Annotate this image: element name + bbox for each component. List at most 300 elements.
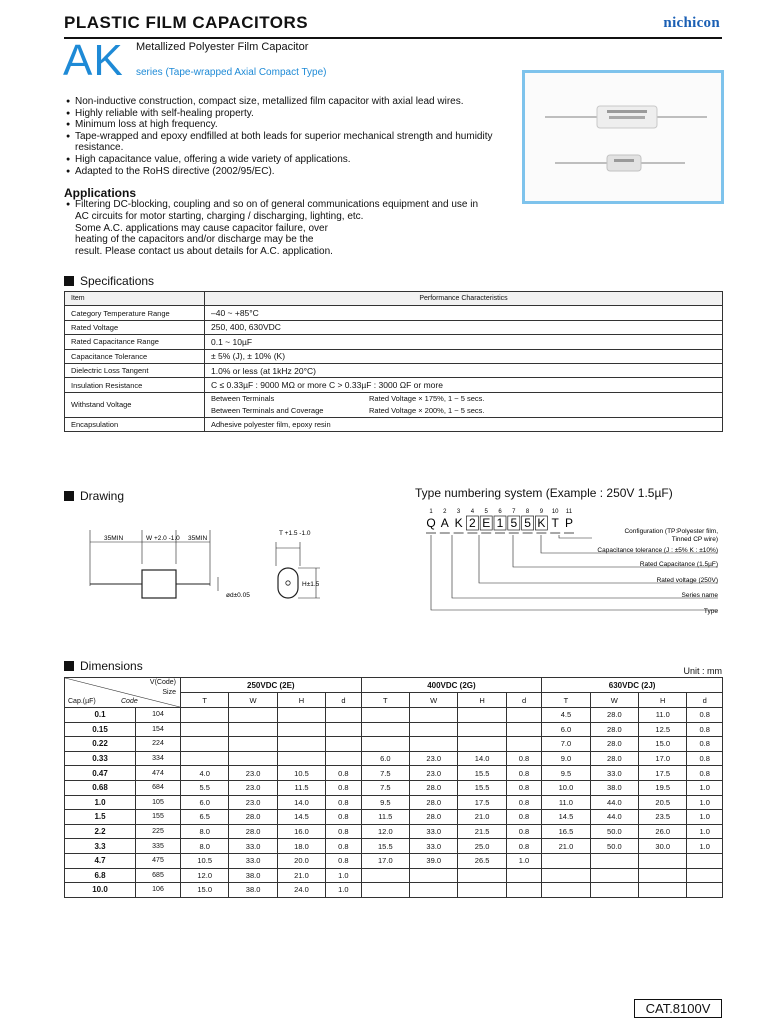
dim-cell	[326, 737, 361, 752]
dim-cell	[458, 737, 506, 752]
dim-cell	[361, 737, 409, 752]
dim-cell	[639, 868, 687, 883]
table-row	[65, 853, 723, 868]
code-label: Code	[121, 698, 138, 705]
applications-line: result. Please contact us about details for A.C. application.	[75, 246, 333, 258]
dim-cell	[506, 883, 541, 898]
dim-cell: 17.5	[639, 766, 687, 781]
cap-code: 474	[136, 766, 181, 781]
tn-label-type: Type	[703, 608, 718, 615]
subcol-header: d	[506, 693, 541, 708]
cap-value: 1.5	[65, 810, 136, 825]
tn-position-number: 3	[456, 509, 461, 515]
dim-cell: 23.0	[229, 795, 277, 810]
dim-cell	[277, 751, 325, 766]
dim-cell: 33.0	[229, 839, 277, 854]
dim-lead-diameter: ød±0.05	[226, 592, 250, 599]
dim-cell: 33.0	[410, 824, 458, 839]
spec-item: Rated Capacitance Range	[65, 335, 205, 349]
table-row	[65, 320, 723, 334]
dim-cell: 12.0	[361, 824, 409, 839]
dim-cell: 26.5	[458, 853, 506, 868]
dim-cell: 39.0	[410, 853, 458, 868]
dim-cell: 50.0	[590, 839, 638, 854]
dim-cell	[229, 737, 277, 752]
capacitor-photo-icon	[525, 73, 721, 201]
dim-cell: 8.0	[181, 839, 229, 854]
dim-cell: 17.5	[458, 795, 506, 810]
dim-cell: 28.0	[590, 708, 638, 723]
dim-cell: 17.0	[639, 751, 687, 766]
cap-value: 0.47	[65, 766, 136, 781]
withstand-value: Rated Voltage × 200%, 1 ~ 5 secs.	[369, 405, 485, 415]
tn-position-number: 5	[484, 509, 488, 515]
dim-cell: 12.0	[181, 868, 229, 883]
dim-cell: 28.0	[229, 810, 277, 825]
dim-cell: 11.5	[277, 780, 325, 795]
subcol-header: T	[361, 693, 409, 708]
table-row	[65, 722, 723, 737]
dim-cell: 23.0	[410, 751, 458, 766]
table-header-row	[65, 292, 723, 306]
capacitor-drawing	[80, 522, 340, 612]
table-row	[65, 780, 723, 795]
dim-cell: 4.5	[542, 708, 590, 723]
series-type: series (Tape-wrapped Axial Compact Type)	[136, 67, 327, 78]
dim-cell: 24.0	[277, 883, 325, 898]
dim-cell	[410, 737, 458, 752]
dim-cell: 7.5	[361, 766, 409, 781]
table-row	[65, 378, 723, 392]
spec-item: Withstand Voltage	[65, 392, 205, 417]
brand-logo: nichicon	[663, 15, 720, 31]
dim-cell: 15.0	[639, 737, 687, 752]
voltage-630: 630VDC (2J)	[542, 678, 723, 693]
dim-cell: 23.0	[410, 766, 458, 781]
tn-char: 2	[469, 516, 476, 530]
tn-char: 5	[524, 516, 531, 530]
dim-cell: 10.5	[181, 853, 229, 868]
tn-char: T	[551, 516, 559, 530]
subcol-header: W	[229, 693, 277, 708]
dim-cell: 38.0	[590, 780, 638, 795]
feature-item: ● High capacitance value, offering a wide variety of applications.	[66, 154, 506, 166]
voltage-400: 400VDC (2G)	[361, 678, 542, 693]
dim-cell: 16.0	[277, 824, 325, 839]
dim-cell: 21.0	[458, 810, 506, 825]
applications-line: Filtering DC-blocking, coupling and so on of general communications equipment and use in	[75, 199, 479, 210]
dim-cell: 14.5	[277, 810, 325, 825]
dim-thickness: T +1.5 -1.0	[279, 530, 311, 537]
cap-value: 0.22	[65, 737, 136, 752]
dim-cell	[410, 722, 458, 737]
spec-value: 1.0% or less (at 1kHz 20°C)	[205, 363, 723, 377]
cap-value: 1.0	[65, 795, 136, 810]
dim-cell	[687, 868, 723, 883]
withstand-value: Rated Voltage × 175%, 1 ~ 5 secs.	[369, 393, 485, 403]
applications-line: Some A.C. applications may cause capacitor failure, over	[75, 222, 328, 234]
dim-cell	[361, 883, 409, 898]
dim-cell: 23.0	[229, 766, 277, 781]
dim-cell: 0.8	[506, 839, 541, 854]
cap-code: 106	[136, 883, 181, 898]
dim-cell	[639, 853, 687, 868]
table-row	[65, 335, 723, 349]
dim-cell	[506, 868, 541, 883]
dim-cell: 6.5	[181, 810, 229, 825]
dim-cell: 30.0	[639, 839, 687, 854]
cap-code: 155	[136, 810, 181, 825]
tn-char: E	[482, 516, 491, 530]
applications-line: AC circuits for motor starting, charging / discharging, lighting, etc.	[75, 210, 364, 222]
tn-position-number: 1	[429, 509, 433, 515]
feature-item: ● Adapted to the RoHS directive (2002/95/EC).	[66, 166, 506, 178]
feature-item: ● Non-inductive construction, compact size, metallized film capacitor with axial lead wires.	[66, 96, 506, 108]
product-photo	[522, 70, 724, 204]
spec-value: –40 ~ +85°C	[205, 306, 723, 320]
cap-code: 105	[136, 795, 181, 810]
dim-cell: 6.0	[361, 751, 409, 766]
cap-value: 0.15	[65, 722, 136, 737]
square-bullet-icon	[64, 491, 74, 501]
dim-cell	[458, 883, 506, 898]
dim-cell: 25.0	[458, 839, 506, 854]
tn-char: K	[537, 516, 546, 530]
dim-cell: 28.0	[590, 751, 638, 766]
dim-cell	[458, 708, 506, 723]
dim-lead-right: 35MIN	[188, 535, 208, 542]
dim-cell: 11.5	[361, 810, 409, 825]
dim-cell: 8.0	[181, 824, 229, 839]
tn-position-number: 7	[512, 509, 516, 515]
dim-cell	[181, 708, 229, 723]
drawing-heading-text: Drawing	[80, 489, 125, 503]
dim-cell: 0.8	[687, 722, 723, 737]
dim-cell	[229, 722, 277, 737]
feature-item: ● Tape-wrapped and epoxy endfilled at both leads for superior mechanical strength and humidity resistance.	[66, 131, 506, 154]
dim-cell: 23.0	[229, 780, 277, 795]
cap-code: 335	[136, 839, 181, 854]
dim-cell: 28.0	[229, 824, 277, 839]
cap-code: 334	[136, 751, 181, 766]
dim-cell: 50.0	[590, 824, 638, 839]
tn-position-number: 10	[551, 509, 559, 515]
dim-cell: 44.0	[590, 795, 638, 810]
dim-cell: 14.5	[542, 810, 590, 825]
table-row	[65, 349, 723, 363]
dim-cell: 19.5	[639, 780, 687, 795]
tn-label-voltage: Rated voltage (250V)	[656, 577, 718, 584]
dim-cell	[361, 868, 409, 883]
dim-cell: 38.0	[229, 868, 277, 883]
tn-char: P	[564, 516, 574, 530]
dim-cell: 11.0	[639, 708, 687, 723]
spec-item: Category Temperature Range	[65, 306, 205, 320]
dim-cell	[506, 737, 541, 752]
spec-item: Capacitance Tolerance	[65, 349, 205, 363]
dim-cell	[590, 883, 638, 898]
dim-cell: 9.5	[542, 766, 590, 781]
specifications-table	[64, 291, 723, 432]
dim-cell: 0.8	[506, 824, 541, 839]
tn-char: 5	[510, 516, 518, 530]
dim-cell: 1.0	[687, 824, 723, 839]
table-row	[65, 824, 723, 839]
dim-cell: 0.8	[687, 751, 723, 766]
dim-cell: 20.0	[277, 853, 325, 868]
dim-cell: 0.8	[506, 795, 541, 810]
dim-cell: 18.0	[277, 839, 325, 854]
table-row	[65, 868, 723, 883]
spec-item: Insulation Resistance	[65, 378, 205, 392]
dim-cell	[542, 853, 590, 868]
dim-cell	[361, 722, 409, 737]
dim-cell	[410, 868, 458, 883]
dim-cell: 14.0	[458, 751, 506, 766]
dim-cell: 5.5	[181, 780, 229, 795]
dim-cell: 0.8	[506, 810, 541, 825]
col-item: Item	[65, 292, 205, 306]
spec-item: Dielectric Loss Tangent	[65, 363, 205, 377]
dim-cell	[326, 722, 361, 737]
tn-position-number: 6	[498, 509, 502, 515]
cap-code: 684	[136, 780, 181, 795]
dim-cell	[458, 722, 506, 737]
tn-char: A	[440, 516, 449, 530]
applications-text	[66, 199, 512, 258]
dim-cell: 0.8	[326, 780, 361, 795]
square-bullet-icon	[64, 276, 74, 286]
cap-value: 2.2	[65, 824, 136, 839]
dim-cell: 1.0	[687, 839, 723, 854]
table-header-row	[65, 678, 723, 693]
dim-cell	[410, 708, 458, 723]
dim-cell: 28.0	[410, 795, 458, 810]
dim-cell	[590, 853, 638, 868]
dim-cell: 28.0	[590, 722, 638, 737]
corner-header	[65, 678, 181, 708]
dim-cell: 6.0	[542, 722, 590, 737]
tn-position-number: 4	[470, 509, 475, 515]
tn-label-capacitance: Rated Capacitance (1.5µF)	[639, 561, 718, 568]
dim-cell: 28.0	[410, 780, 458, 795]
specifications-heading	[64, 274, 154, 288]
dim-cell	[687, 853, 723, 868]
dim-cell: 10.0	[542, 780, 590, 795]
cap-code: 685	[136, 868, 181, 883]
tn-char: K	[454, 516, 463, 530]
spec-value: C ≤ 0.33µF : 9000 MΩ or more C > 0.33µF : 3000 ΩF or more	[205, 378, 723, 392]
spec-value	[205, 392, 723, 417]
tn-label-configuration-2: Tinned CP wire)	[671, 536, 718, 543]
spec-value: 250, 400, 630VDC	[205, 320, 723, 334]
tn-label-tolerance: Capacitance tolerance (J : ±5% K : ±10%)	[597, 547, 718, 554]
dim-height: H±1.5	[302, 581, 320, 588]
cap-code: 104	[136, 708, 181, 723]
dim-cell: 4.0	[181, 766, 229, 781]
vcode-label: V(Code)	[149, 679, 176, 686]
subcol-header: W	[590, 693, 638, 708]
unit-label: Unit : mm	[683, 666, 722, 676]
dim-cell: 0.8	[326, 810, 361, 825]
dimensions-heading	[64, 659, 143, 673]
dim-cell: 0.8	[687, 766, 723, 781]
dim-cell: 15.5	[458, 766, 506, 781]
dim-cell: 21.0	[277, 868, 325, 883]
type-numbering-title: Type numbering system (Example : 250V 1.5µF)	[415, 486, 673, 500]
dim-cell	[181, 737, 229, 752]
dim-cell	[181, 722, 229, 737]
dim-cell: 7.5	[361, 780, 409, 795]
dim-cell: 26.0	[639, 824, 687, 839]
dim-cell: 1.0	[506, 853, 541, 868]
table-row	[65, 708, 723, 723]
cap-code: 154	[136, 722, 181, 737]
square-bullet-icon	[64, 661, 74, 671]
spec-item: Rated Voltage	[65, 320, 205, 334]
dim-cell: 20.5	[639, 795, 687, 810]
cap-code: 475	[136, 853, 181, 868]
cap-code: 224	[136, 737, 181, 752]
dim-cell	[506, 708, 541, 723]
applications-line: heating of the capacitors and/or discharge may be the	[75, 234, 314, 246]
tn-label-configuration: Configuration (TP:Polyester film,	[624, 528, 718, 535]
spec-value: ± 5% (J), ± 10% (K)	[205, 349, 723, 363]
dim-cell: 0.8	[326, 839, 361, 854]
tn-label-series: Series name	[681, 592, 718, 599]
table-row	[65, 795, 723, 810]
dim-cell: 1.0	[687, 795, 723, 810]
dim-cell: 15.5	[458, 780, 506, 795]
cap-value: 4.7	[65, 853, 136, 868]
tn-char: Q	[426, 516, 436, 530]
dim-cell: 0.8	[506, 751, 541, 766]
dim-cell: 9.5	[361, 795, 409, 810]
dim-cell	[639, 883, 687, 898]
table-row	[65, 751, 723, 766]
dimensions-heading-text: Dimensions	[80, 659, 143, 673]
table-row	[65, 883, 723, 898]
bullet-icon: ●	[66, 201, 71, 208]
table-row	[65, 766, 723, 781]
cap-value: 0.33	[65, 751, 136, 766]
dim-cell: 9.0	[542, 751, 590, 766]
dimensions-table	[64, 677, 723, 898]
dim-cell: 16.5	[542, 824, 590, 839]
dim-cell: 0.8	[326, 824, 361, 839]
dim-cell: 14.0	[277, 795, 325, 810]
subcol-header: d	[687, 693, 723, 708]
cap-value: 10.0	[65, 883, 136, 898]
cap-label: Cap.(µF)	[68, 698, 96, 705]
dim-cell: 28.0	[410, 810, 458, 825]
subcol-header: T	[181, 693, 229, 708]
dim-cell: 0.8	[687, 708, 723, 723]
dim-cell	[687, 883, 723, 898]
dim-cell	[277, 722, 325, 737]
dim-cell: 0.8	[326, 853, 361, 868]
dim-cell: 11.0	[542, 795, 590, 810]
dim-cell	[277, 708, 325, 723]
dim-cell: 1.0	[687, 810, 723, 825]
dim-cell: 0.8	[506, 780, 541, 795]
subcol-header: d	[326, 693, 361, 708]
table-row	[65, 810, 723, 825]
col-performance: Performance Characteristics	[205, 292, 723, 306]
cap-value: 0.68	[65, 780, 136, 795]
dim-cell	[277, 737, 325, 752]
cap-value: 0.1	[65, 708, 136, 723]
header-rule	[64, 37, 722, 39]
series-code: AK	[63, 36, 124, 85]
tn-position-number: 2	[443, 509, 447, 515]
dim-cell	[590, 868, 638, 883]
voltage-250: 250VDC (2E)	[181, 678, 362, 693]
dim-cell: 28.0	[590, 737, 638, 752]
dim-cell	[542, 883, 590, 898]
subcol-header: H	[277, 693, 325, 708]
tn-position-number: 11	[565, 509, 573, 515]
dim-cell: 10.5	[277, 766, 325, 781]
dim-cell: 44.0	[590, 810, 638, 825]
drawing-heading	[64, 489, 124, 503]
applications-heading: Applications	[64, 186, 137, 200]
feature-list	[66, 96, 506, 177]
dim-cell: 33.0	[410, 839, 458, 854]
dim-cell: 7.0	[542, 737, 590, 752]
dim-cell: 33.0	[229, 853, 277, 868]
cap-value: 3.3	[65, 839, 136, 854]
spec-value: Adhesive polyester film, epoxy resin	[205, 417, 723, 431]
dim-cell: 23.5	[639, 810, 687, 825]
dim-cell: 1.0	[326, 868, 361, 883]
dim-cell: 17.0	[361, 853, 409, 868]
subcol-header: W	[410, 693, 458, 708]
catalog-number: CAT.8100V	[634, 999, 722, 1018]
dim-cell: 1.0	[326, 883, 361, 898]
type-numbering-diagram	[400, 505, 730, 623]
tn-char: 1	[496, 516, 504, 530]
dim-cell: 1.0	[687, 780, 723, 795]
dim-cell: 38.0	[229, 883, 277, 898]
dim-cell	[326, 751, 361, 766]
cap-code: 225	[136, 824, 181, 839]
cap-value: 6.8	[65, 868, 136, 883]
spec-value: 0.1 ~ 10µF	[205, 335, 723, 349]
dim-cell	[181, 751, 229, 766]
tn-position-number: 9	[539, 509, 544, 515]
dim-body-width: W +2.0 -1.0	[146, 535, 180, 542]
dim-cell	[229, 751, 277, 766]
feature-item: ● Highly reliable with self-healing property.	[66, 108, 506, 120]
dim-cell	[326, 708, 361, 723]
dim-cell: 6.0	[181, 795, 229, 810]
dim-cell	[361, 708, 409, 723]
dim-cell: 0.8	[506, 766, 541, 781]
dim-cell: 0.8	[687, 737, 723, 752]
tn-position-number: 8	[525, 509, 530, 515]
dim-cell	[410, 883, 458, 898]
subcol-header: H	[639, 693, 687, 708]
dim-cell: 33.0	[590, 766, 638, 781]
table-row	[65, 306, 723, 320]
specifications-heading-text: Specifications	[80, 274, 155, 288]
dim-cell: 21.0	[542, 839, 590, 854]
dim-cell	[229, 708, 277, 723]
dim-cell: 15.0	[181, 883, 229, 898]
dim-cell: 12.5	[639, 722, 687, 737]
withstand-label: Between Terminals and Coverage	[211, 405, 324, 415]
